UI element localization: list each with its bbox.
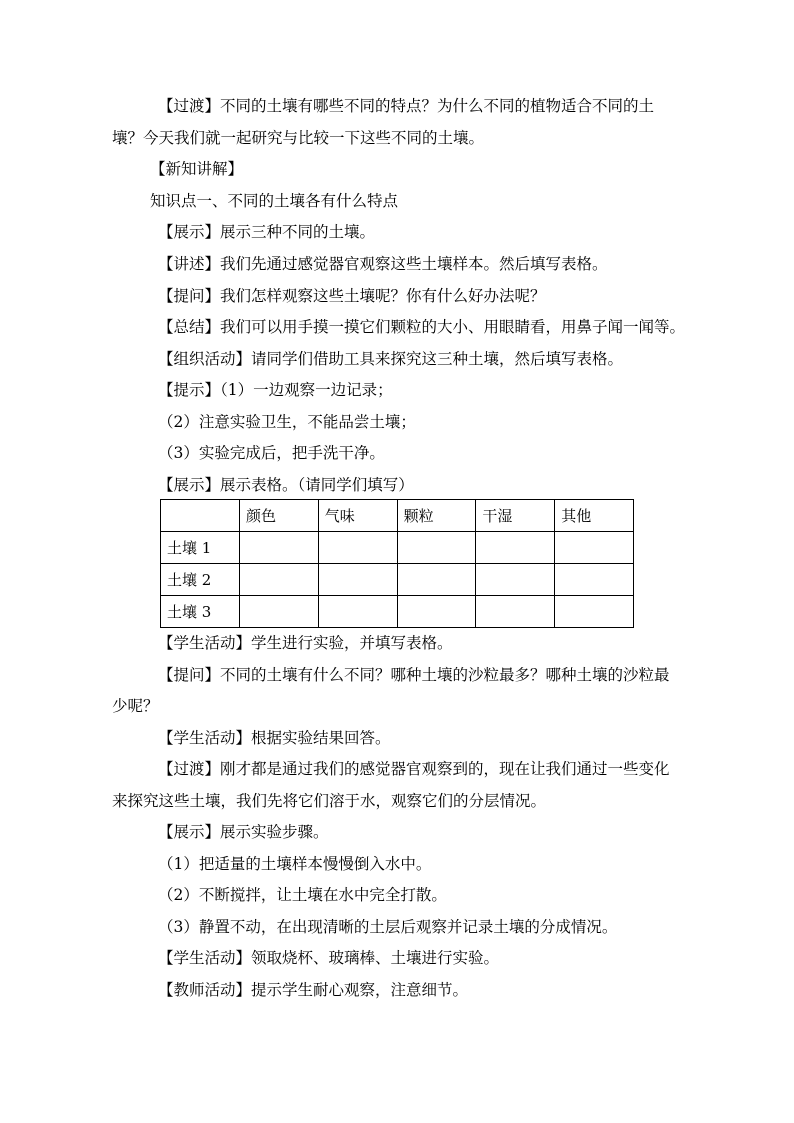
table-cell	[318, 596, 397, 628]
table-header-cell: 气味	[318, 500, 397, 532]
paragraph-show-table: 【展示】展示表格。（请同学们填写）	[158, 476, 414, 494]
paragraph-question: 【提问】我们怎样观察这些土壤呢？你有什么好办法呢？	[158, 287, 546, 305]
soil-observation-table	[160, 499, 634, 628]
paragraph-organize-activity: 【组织活动】请同学们借助工具来探究这三种土壤，然后填写表格。	[158, 350, 624, 368]
paragraph-tip-2: （2）注意实验卫生，不能品尝土壤；	[158, 413, 416, 431]
table-row	[161, 564, 634, 596]
paragraph-explain: 【讲述】我们先通过感觉器官观察这些土壤样本。然后填写表格。	[158, 255, 608, 273]
section-heading-new-knowledge: 【新知讲解】	[150, 160, 244, 178]
paragraph-question-2-line2: 少呢？	[112, 697, 159, 715]
table-cell	[240, 564, 319, 596]
paragraph-transition-line1: 【过渡】不同的土壤有哪些不同的特点？为什么不同的植物适合不同的土	[158, 97, 655, 115]
paragraph-tip-3: （3）实验完成后，把手洗干净。	[158, 444, 385, 462]
paragraph-teacher-activity: 【教师活动】提示学生耐心观察，注意细节。	[158, 981, 469, 999]
paragraph-transition-2-line1: 【过渡】刚才都是通过我们的感觉器官观察到的，现在让我们通过一些变化	[158, 760, 670, 778]
table-cell	[240, 532, 319, 564]
paragraph-student-activity-2: 【学生活动】根据实验结果回答。	[158, 729, 391, 747]
paragraph-student-activity-1: 【学生活动】学生进行实验，并填写表格。	[158, 634, 453, 652]
table-cell	[397, 596, 476, 628]
table-header-cell: 干湿	[476, 500, 555, 532]
table-cell	[318, 532, 397, 564]
table-row-label: 土壤 2	[161, 564, 240, 596]
table-cell	[555, 596, 634, 628]
table-cell	[397, 564, 476, 596]
table-header-cell: 颗粒	[397, 500, 476, 532]
table-header-cell: 其他	[555, 500, 634, 532]
knowledge-point-heading: 知识点一、不同的土壤各有什么特点	[150, 192, 399, 210]
table-header-row	[161, 500, 634, 532]
paragraph-student-activity-3: 【学生活动】领取烧杯、玻璃棒、土壤进行实验。	[158, 949, 500, 967]
table-cell	[476, 596, 555, 628]
table-row	[161, 532, 634, 564]
table-cell	[555, 532, 634, 564]
table-cell	[555, 564, 634, 596]
table-cell	[318, 564, 397, 596]
paragraph-step-3: （3）静置不动，在出现清晰的土层后观察并记录土壤的分成情况。	[158, 918, 618, 936]
table-cell	[476, 532, 555, 564]
paragraph-summary: 【总结】我们可以用手摸一摸它们颗粒的大小、用眼睛看，用鼻子闻一闻等。	[158, 318, 686, 336]
table-row	[161, 596, 634, 628]
table-cell	[397, 532, 476, 564]
paragraph-tip-1: 【提示】（1）一边观察一边记录；	[158, 381, 393, 399]
table-cell	[240, 596, 319, 628]
table-header-cell	[161, 500, 240, 532]
table-header-cell: 颜色	[240, 500, 319, 532]
paragraph-step-1: （1）把适量的土壤样本慢慢倒入水中。	[158, 855, 432, 873]
table-row-label: 土壤 3	[161, 596, 240, 628]
paragraph-step-2: （2）不断搅拌，让土壤在水中完全打散。	[158, 886, 447, 904]
paragraph-show-steps: 【展示】展示实验步骤。	[158, 823, 329, 841]
paragraph-transition-line2: 壤？今天我们就一起研究与比较一下这些不同的土壤。	[112, 129, 485, 147]
table-row-label: 土壤 1	[161, 532, 240, 564]
table-cell	[476, 564, 555, 596]
paragraph-question-2-line1: 【提问】不同的土壤有什么不同？哪种土壤的沙粒最多？哪种土壤的沙粒最	[158, 666, 670, 684]
paragraph-transition-2-line2: 来探究这些土壤，我们先将它们溶于水，观察它们的分层情况。	[112, 792, 547, 810]
paragraph-show-soils: 【展示】展示三种不同的土壤。	[158, 223, 376, 241]
